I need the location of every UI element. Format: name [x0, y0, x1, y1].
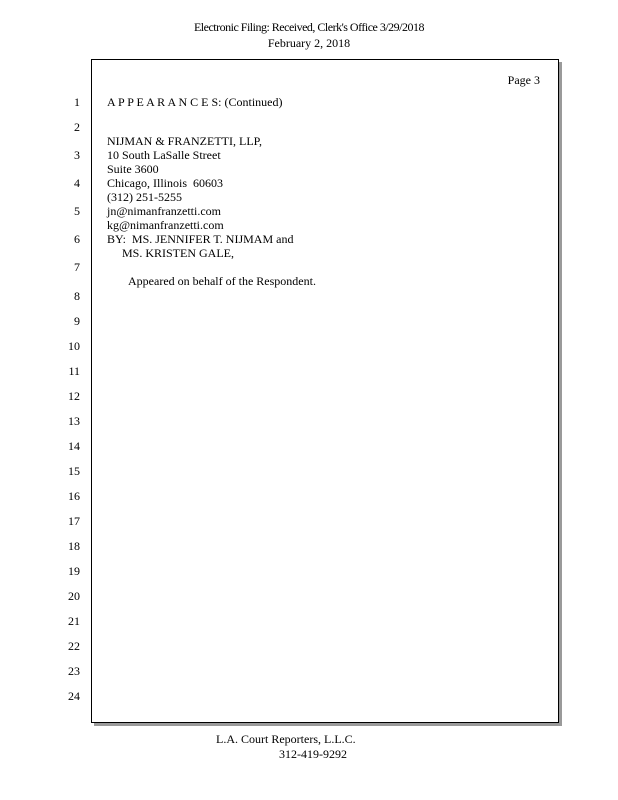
street-address: 10 South LaSalle Street [107, 148, 221, 162]
line-number: 7 [74, 260, 80, 274]
line-number: 14 [68, 439, 80, 453]
line-number: 22 [68, 639, 80, 653]
header-date: February 2, 2018 [267, 36, 351, 50]
line-number: 13 [68, 414, 80, 428]
line-number: 20 [68, 589, 80, 603]
line-number-column [0, 0, 84, 800]
attorney-line-2: MS. KRISTEN GALE, [107, 246, 235, 260]
line-number: 4 [74, 176, 80, 190]
line-number: 17 [68, 514, 80, 528]
filing-stamp [0, 20, 618, 34]
footer-phone: 312-419-9292 [279, 747, 347, 761]
line-number: 1 [74, 95, 80, 109]
email-1: jn@nimanfranzetti.com [107, 204, 222, 218]
line-number: 3 [74, 148, 80, 162]
line-number: 19 [68, 564, 80, 578]
line-number: 2 [74, 120, 80, 134]
line-number: 21 [68, 614, 80, 628]
line-number: 9 [74, 314, 80, 328]
representation-line: Appeared on behalf of the Respondent. [128, 274, 316, 288]
footer-company: L.A. Court Reporters, L.L.C. [216, 732, 356, 746]
line-number: 10 [68, 339, 80, 353]
line-number: 24 [68, 689, 80, 703]
line-number: 18 [68, 539, 80, 553]
line-number: 5 [74, 204, 80, 218]
line-number: 11 [68, 364, 80, 378]
line-number: 15 [68, 464, 80, 478]
phone-number: (312) 251-5255 [107, 190, 182, 204]
suite: Suite 3600 [107, 162, 159, 176]
line-number: 8 [74, 289, 80, 303]
line-number: 12 [68, 389, 80, 403]
email-2: kg@nimanfranzetti.com [107, 218, 224, 232]
line-number: 16 [68, 489, 80, 503]
page-number: Page 3 [507, 73, 540, 87]
appearances-heading: A P P E A R A N C E S: (Continued) [107, 95, 283, 109]
firm-name: NIJMAN & FRANZETTI, LLP, [107, 134, 262, 148]
filing-stamp-text: Electronic Filing: Received, Clerk's Office 3/29/2018 [193, 20, 425, 34]
attorney-line-1: BY: MS. JENNIFER T. NIJMAM and [107, 232, 294, 246]
line-number: 23 [68, 664, 80, 678]
line-number: 6 [74, 232, 80, 246]
city-state-zip: Chicago, Illinois 60603 [107, 176, 223, 190]
